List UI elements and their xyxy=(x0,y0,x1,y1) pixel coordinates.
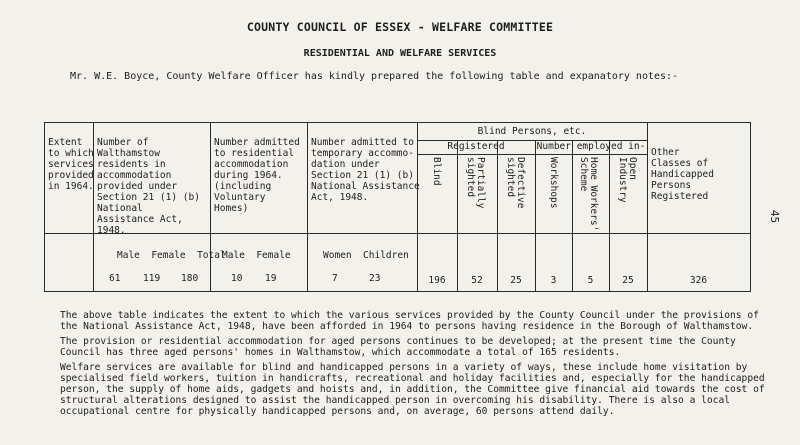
value-workshops: 3 xyxy=(550,275,557,286)
document-title: COUNTY COUNCIL OF ESSEX - WELFARE COMMITTEE xyxy=(246,20,554,34)
value-home-workers: 5 xyxy=(587,275,594,286)
welfare-table xyxy=(44,122,751,292)
section-subtitle: RESIDENTIAL AND WELFARE SERVICES xyxy=(303,48,497,59)
paragraph-welfare-services: Welfare services are available for blind and handicapped persons in a variety of ways, these include home visitation by specialised field workers, tuition in handicrafts, recreational and holiday facilities and, especially for the handicapped person, the supply of home aids, gadgets and hoists and, in addition, the Committee give financial aid towards the cost of structural alterations designed to assist the handicapped person in overcoming his disability. There is also a local occupational centre for physically handicapped persons and, on average, 60 persons attend daily. xyxy=(60,362,765,417)
header-home-workers: Home Workers' Scheme xyxy=(578,157,599,232)
subhead-walthamstow: Male Female Total xyxy=(117,250,226,261)
header-admitted-temporary: Number admitted to temporary accommo- dation under Section 21 (1) (b) National Assistance Act, 1948. xyxy=(311,137,420,203)
value-walthamstow-female: 119 xyxy=(143,273,161,284)
header-partially-sighted: Partially sighted xyxy=(465,157,486,209)
value-residential-male: 10 xyxy=(231,273,243,284)
header-admitted-residential: Number admitted to residential accommodation during 1964. (including Voluntary Homes) xyxy=(214,137,300,214)
header-registered: Registered xyxy=(447,141,505,152)
intro-text: Mr. W.E. Boyce, County Welfare Officer has kindly prepared the following table and expanatory notes:- xyxy=(70,71,679,82)
header-blind-persons: Blind Persons, etc. xyxy=(477,126,587,137)
value-open-industry: 25 xyxy=(622,275,634,286)
value-defective-sighted: 25 xyxy=(510,275,522,286)
paragraph-table-explanation: The above table indicates the extent to which the various services provided by the County Council under the provisions of the National Assistance Act, 1948, have been afforded in 1964 to persons having residence in the Borough of Walthamstow. xyxy=(60,310,759,332)
subhead-residential: Male Female xyxy=(222,250,291,261)
paragraph-residential-accommodation: The provision or residential accommodation for aged persons continues to be developed; at the present time the County Council has three aged persons' homes in Walthamstow, which accommodate a total of 165 residents. xyxy=(60,336,736,358)
header-workshops: Workshops xyxy=(548,157,559,209)
value-partially-sighted: 52 xyxy=(471,275,483,286)
subhead-temporary: Women Children xyxy=(323,250,409,261)
value-temporary-children: 23 xyxy=(369,273,381,284)
header-extent: Extent to which services provided in 1964. xyxy=(48,137,94,192)
value-walthamstow-male: 61 xyxy=(109,273,121,284)
page-number: 45 xyxy=(768,209,782,224)
header-number-employed: Number employed in- xyxy=(536,141,646,152)
header-defective-sighted: Defective sighted xyxy=(505,157,526,209)
header-open-industry: Open Industry xyxy=(617,157,638,203)
header-walthamstow-residents: Number of Walthamstow residents in accommodation provided under Section 21 (1) (b) National Assistance Act, 1948. xyxy=(97,137,200,236)
value-blind: 196 xyxy=(428,275,446,286)
value-temporary-women: 7 xyxy=(332,273,338,284)
value-residential-female: 19 xyxy=(265,273,277,284)
header-blind: Blind xyxy=(431,157,442,186)
value-walthamstow-total: 180 xyxy=(181,273,199,284)
header-other-classes: Other Classes of Handicapped Persons Registered xyxy=(651,147,714,202)
value-other-classes: 326 xyxy=(689,275,708,286)
